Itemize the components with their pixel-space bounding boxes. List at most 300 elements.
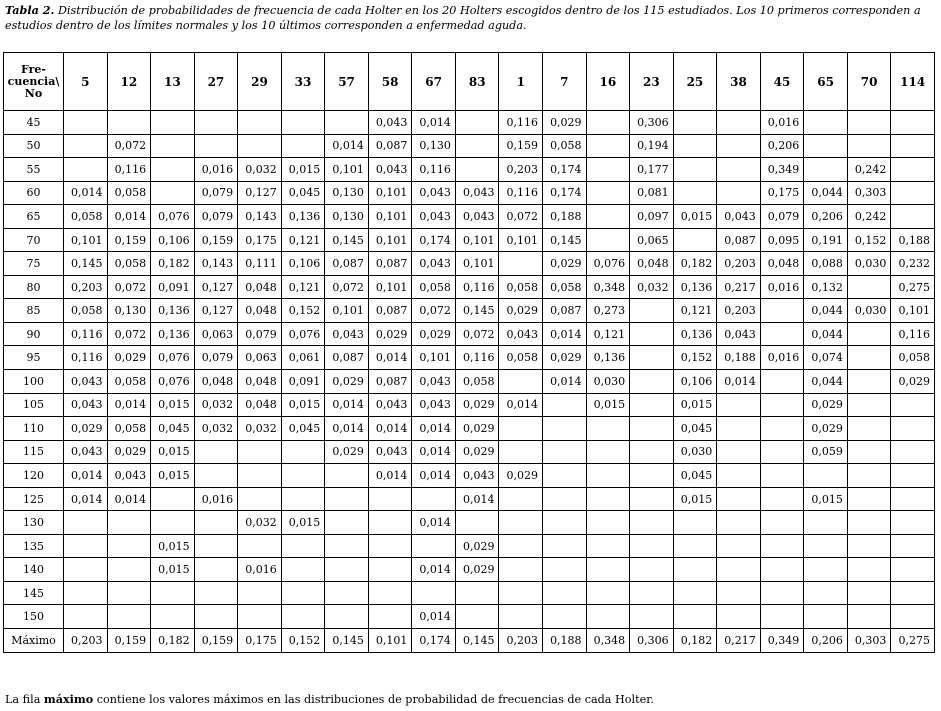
table-cell: 0,177 [630,158,674,182]
table-cell [194,464,238,488]
table-cell: 0,063 [238,346,282,370]
table-cell: 0,097 [630,205,674,229]
table-cell: 0,121 [281,275,325,299]
table-cell: 0,014 [412,605,456,629]
table-cell [586,464,630,488]
table-cell: 0,203 [717,252,761,276]
table-cell: 0,174 [543,158,587,182]
table-cell [760,464,804,488]
table-cell: 0,145 [325,629,369,653]
table-cell: 0,058 [543,134,587,158]
column-header: 38 [717,53,761,111]
table-row [4,158,935,182]
table-cell: 0,136 [151,322,195,346]
table-cell [281,605,325,629]
table-cell: 0,015 [586,393,630,417]
table-cell [847,464,891,488]
table-cell [368,581,412,605]
table-cell: 0,188 [891,228,935,252]
table-cell: 0,015 [151,558,195,582]
table-cell [673,605,717,629]
table-cell: 0,152 [281,299,325,323]
table-row [4,346,935,370]
note-suffix: contiene los valores máximos en las distribuciones de probabilidad de frecuencias de cada Holter. [93,693,654,706]
table-cell [586,605,630,629]
table-cell: 0,121 [586,322,630,346]
table-cell: 0,043 [64,370,108,394]
table-cell [107,605,151,629]
table-cell: 0,048 [238,299,282,323]
table-cell: 0,015 [673,205,717,229]
table-cell: 0,101 [368,228,412,252]
table-cell: 0,072 [107,275,151,299]
table-cell: 0,015 [673,393,717,417]
column-header: 29 [238,53,282,111]
column-header: 5 [64,53,108,111]
table-cell [891,111,935,135]
table-cell [804,111,848,135]
table-cell [499,558,543,582]
table-cell: 0,072 [107,134,151,158]
table-cell [194,581,238,605]
table-cell [804,605,848,629]
table-cell: 0,349 [760,629,804,653]
table-cell [891,205,935,229]
table-cell: 0,029 [412,322,456,346]
table-caption [5,3,935,33]
table-cell [891,558,935,582]
table-cell: 0,101 [499,228,543,252]
table-cell [673,534,717,558]
table-cell [717,511,761,535]
table-cell: 0,014 [543,322,587,346]
table-cell: 0,045 [281,417,325,441]
table-cell [630,464,674,488]
table-cell: 0,030 [847,299,891,323]
table-cell: 0,127 [238,181,282,205]
table-cell: 0,116 [64,322,108,346]
table-cell: 0,014 [412,111,456,135]
table-cell [760,511,804,535]
table-cell: 0,116 [499,111,543,135]
corner-line-3: No [24,86,43,100]
table-cell: 0,014 [325,417,369,441]
table-row [4,629,935,653]
table-cell: 0,101 [325,299,369,323]
table-cell [455,581,499,605]
table-cell [847,393,891,417]
table-cell: 0,152 [673,346,717,370]
table-cell: 0,159 [194,228,238,252]
table-cell [760,370,804,394]
table-cell [630,417,674,441]
table-cell: 0,072 [455,322,499,346]
table-cell [455,605,499,629]
caption-label: Tabla 2. [5,3,55,17]
table-cell [281,440,325,464]
row-label: 115 [4,440,64,464]
table-cell [760,487,804,511]
table-cell: 0,029 [455,393,499,417]
table-cell: 0,045 [673,464,717,488]
table-cell: 0,203 [499,629,543,653]
table-cell [891,605,935,629]
table-cell: 0,030 [673,440,717,464]
table-cell: 0,014 [412,511,456,535]
table-cell [717,534,761,558]
table-cell [717,417,761,441]
table-row [4,605,935,629]
table-cell: 0,121 [281,228,325,252]
table-cell: 0,044 [804,370,848,394]
table-cell: 0,116 [891,322,935,346]
table-cell: 0,043 [717,205,761,229]
table-cell: 0,029 [455,534,499,558]
table-cell [368,487,412,511]
table-cell: 0,175 [760,181,804,205]
table-cell [717,158,761,182]
table-cell [151,181,195,205]
table-cell: 0,136 [281,205,325,229]
column-header: 114 [891,53,935,111]
table-cell [499,487,543,511]
table-cell [630,581,674,605]
table-cell: 0,101 [368,275,412,299]
table-cell: 0,029 [325,370,369,394]
table-cell [891,487,935,511]
table-cell: 0,101 [455,228,499,252]
table-cell: 0,203 [64,275,108,299]
table-cell: 0,101 [368,205,412,229]
table-cell: 0,058 [499,346,543,370]
table-row [4,487,935,511]
table-row [4,228,935,252]
table-cell [847,581,891,605]
table-cell [630,346,674,370]
table-cell [804,464,848,488]
table-cell [804,158,848,182]
row-label: 75 [4,252,64,276]
table-cell: 0,101 [64,228,108,252]
table-cell: 0,159 [107,629,151,653]
table-cell: 0,143 [194,252,238,276]
table-cell: 0,029 [543,252,587,276]
table-cell: 0,072 [325,275,369,299]
table-cell [499,534,543,558]
table-cell [804,558,848,582]
row-label: 90 [4,322,64,346]
table-cell: 0,076 [151,370,195,394]
table-cell: 0,136 [673,322,717,346]
table-cell [281,464,325,488]
table-cell: 0,065 [630,228,674,252]
table-cell [630,322,674,346]
table-cell [847,534,891,558]
table-cell [194,558,238,582]
table-cell [281,111,325,135]
table-cell [630,299,674,323]
table-cell: 0,014 [543,370,587,394]
table-cell: 0,015 [151,393,195,417]
table-cell [760,322,804,346]
table-cell: 0,043 [455,464,499,488]
table-cell: 0,088 [804,252,848,276]
table-row [4,111,935,135]
table-cell: 0,058 [107,252,151,276]
table-cell [673,158,717,182]
table-cell [847,275,891,299]
table-cell [412,534,456,558]
column-header: 58 [368,53,412,111]
table-cell: 0,043 [368,111,412,135]
table-cell [847,440,891,464]
table-cell: 0,015 [151,440,195,464]
row-label: 65 [4,205,64,229]
table-cell: 0,079 [760,205,804,229]
table-cell [847,322,891,346]
table-cell: 0,106 [673,370,717,394]
table-cell [368,511,412,535]
table-cell [717,111,761,135]
table-cell: 0,087 [368,134,412,158]
table-cell: 0,058 [412,275,456,299]
table-cell: 0,101 [891,299,935,323]
table-cell [586,417,630,441]
table-cell [847,346,891,370]
table-cell: 0,045 [281,181,325,205]
table-cell: 0,048 [238,393,282,417]
table-cell: 0,043 [368,158,412,182]
table-cell [107,558,151,582]
table-cell: 0,014 [368,346,412,370]
table-cell [673,228,717,252]
table-cell [804,134,848,158]
row-label: 70 [4,228,64,252]
row-label: 110 [4,417,64,441]
table-cell [499,417,543,441]
table-cell: 0,032 [194,417,238,441]
table-cell [630,534,674,558]
table-cell: 0,014 [412,417,456,441]
column-header: 16 [586,53,630,111]
table-cell: 0,091 [281,370,325,394]
table-cell [64,558,108,582]
corner-header [4,53,64,111]
table-cell [717,487,761,511]
table-cell: 0,136 [673,275,717,299]
table-cell [673,181,717,205]
table-cell: 0,349 [760,158,804,182]
table-row [4,464,935,488]
table-cell [630,440,674,464]
table-cell [499,370,543,394]
table-cell: 0,116 [455,275,499,299]
table-cell: 0,116 [412,158,456,182]
table-cell [64,605,108,629]
table-cell [847,111,891,135]
row-label: 105 [4,393,64,417]
table-cell: 0,014 [325,393,369,417]
table-row [4,134,935,158]
table-cell: 0,072 [499,205,543,229]
column-header: 45 [760,53,804,111]
table-cell [717,134,761,158]
table-cell [543,487,587,511]
table-cell [891,158,935,182]
table-cell: 0,127 [194,275,238,299]
row-label: Máximo [4,629,64,653]
table-cell [238,534,282,558]
table-cell: 0,043 [107,464,151,488]
table-cell [151,581,195,605]
row-label: 150 [4,605,64,629]
table-cell: 0,079 [194,205,238,229]
table-cell: 0,058 [543,275,587,299]
table-cell [281,581,325,605]
table-cell: 0,203 [717,299,761,323]
table-cell: 0,043 [368,440,412,464]
table-cell: 0,044 [804,181,848,205]
table-cell: 0,152 [281,629,325,653]
table-cell: 0,174 [412,228,456,252]
table-cell: 0,232 [891,252,935,276]
column-header: 12 [107,53,151,111]
column-header: 7 [543,53,587,111]
table-cell: 0,182 [673,629,717,653]
table-cell: 0,043 [412,205,456,229]
table-cell: 0,030 [586,370,630,394]
table-cell: 0,014 [107,487,151,511]
table-cell: 0,136 [151,299,195,323]
table-cell [717,605,761,629]
table-cell [368,605,412,629]
table-cell: 0,014 [64,464,108,488]
table-cell: 0,043 [412,181,456,205]
table-cell [717,581,761,605]
table-cell [891,511,935,535]
table-cell: 0,079 [238,322,282,346]
table-cell [760,417,804,441]
table-cell [586,558,630,582]
table-cell [325,487,369,511]
table-row [4,205,935,229]
table-cell: 0,014 [455,487,499,511]
table-body [4,111,935,653]
table-cell: 0,043 [412,393,456,417]
table-cell: 0,032 [238,417,282,441]
table-cell: 0,159 [194,629,238,653]
table-cell: 0,048 [630,252,674,276]
table-cell: 0,101 [455,252,499,276]
table-cell: 0,029 [368,322,412,346]
table-cell [64,534,108,558]
table-cell [673,111,717,135]
row-label: 80 [4,275,64,299]
table-cell: 0,074 [804,346,848,370]
table-cell: 0,014 [64,487,108,511]
table-cell: 0,182 [151,629,195,653]
table-cell [543,464,587,488]
table-cell: 0,015 [673,487,717,511]
table-cell: 0,306 [630,629,674,653]
table-header [4,53,935,111]
table-cell: 0,275 [891,629,935,653]
table-cell: 0,014 [107,205,151,229]
table-cell: 0,136 [586,346,630,370]
table-cell: 0,072 [107,322,151,346]
table-cell [673,581,717,605]
table-cell: 0,029 [804,417,848,441]
column-header: 83 [455,53,499,111]
table-cell: 0,043 [412,370,456,394]
table-cell [586,440,630,464]
table-cell [586,205,630,229]
table-cell: 0,014 [368,417,412,441]
table-cell: 0,101 [412,346,456,370]
row-label: 125 [4,487,64,511]
table-cell: 0,048 [760,252,804,276]
table-cell [64,134,108,158]
column-header: 65 [804,53,848,111]
table-cell [151,605,195,629]
table-cell: 0,029 [107,440,151,464]
table-cell [586,581,630,605]
table-cell: 0,087 [368,252,412,276]
table-cell: 0,087 [368,299,412,323]
table-cell [281,134,325,158]
table-cell: 0,095 [760,228,804,252]
table-cell [499,440,543,464]
table-cell: 0,043 [64,393,108,417]
table-cell: 0,058 [455,370,499,394]
table-cell: 0,048 [238,275,282,299]
table-cell: 0,029 [107,346,151,370]
table-row [4,440,935,464]
table-cell: 0,091 [151,275,195,299]
table-cell: 0,174 [412,629,456,653]
table-cell [847,417,891,441]
table-cell: 0,030 [847,252,891,276]
table-cell: 0,058 [891,346,935,370]
table-cell [673,511,717,535]
table-cell [64,581,108,605]
table-cell: 0,217 [717,275,761,299]
table-cell [238,111,282,135]
table-cell [238,134,282,158]
table-cell [455,158,499,182]
table-cell [847,605,891,629]
table-cell: 0,076 [586,252,630,276]
table-row [4,393,935,417]
table-cell [543,440,587,464]
table-cell: 0,087 [325,346,369,370]
table-cell [891,181,935,205]
table-cell: 0,217 [717,629,761,653]
table-cell: 0,058 [499,275,543,299]
table-cell: 0,014 [499,393,543,417]
row-label: 55 [4,158,64,182]
table-cell: 0,127 [194,299,238,323]
row-label: 60 [4,181,64,205]
table-cell: 0,048 [194,370,238,394]
table-cell [194,111,238,135]
table-cell [499,581,543,605]
row-label: 95 [4,346,64,370]
table-cell [499,605,543,629]
table-cell: 0,116 [455,346,499,370]
table-cell: 0,016 [760,111,804,135]
table-footnote [5,692,654,706]
